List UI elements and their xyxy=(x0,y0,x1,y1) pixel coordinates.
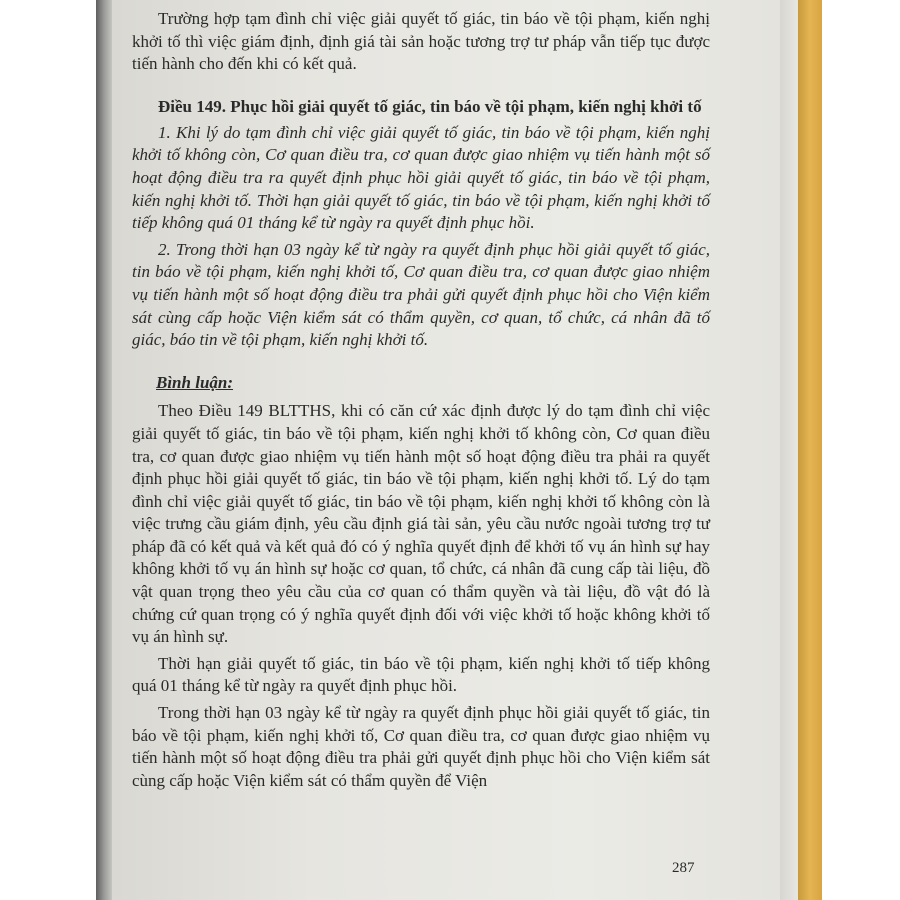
intro-paragraph: Trường hợp tạm đình chỉ việc giải quyết tố giác, tin báo về tội phạm, kiến nghị khởi tố thì việc giám định, định giá tài sản hoặc tương trợ tư pháp vẫn tiếp tục được tiến hành cho đến khi có kết quả. xyxy=(132,9,710,74)
page-text xyxy=(132,8,710,792)
article-clause-1: 1. Khi lý do tạm đình chỉ việc giải quyết tố giác, tin báo về tội phạm, kiến nghị khởi tố không còn, Cơ quan điều tra, cơ quan được giao nhiệm vụ tiến hành một số hoạt động điều tra ra quyết định phục hồi giải quyết tố giác, tin báo về tội phạm, kiến nghị khởi tố. Thời hạn giải quyết tố giác, tin báo về tội phạm, kiến nghị khởi tố tiếp không quá 01 tháng kể từ ngày ra quyết định phục hồi. xyxy=(132,122,710,233)
page-number: 287 xyxy=(672,860,695,876)
book-cover-edge xyxy=(798,0,822,900)
article-clause-2: 2. Trong thời hạn 03 ngày kể từ ngày ra quyết định phục hồi giải quyết tố giác, tin báo về tội phạm, kiến nghị khởi tố, Cơ quan điều tra, cơ quan được giao nhiệm vụ tiến hành một số hoạt động điều tra phải gửi quyết định phục hồi cho Viện kiểm sát cùng cấp hoặc Viện kiểm sát có thẩm quyền, cơ quan, tổ chức, cá nhân đã tố giác, báo tin về tội phạm, kiến nghị khởi tố. xyxy=(132,239,710,350)
article-heading: Điều 149. Phục hồi giải quyết tố giác, tin báo về tội phạm, kiến nghị khởi tố xyxy=(158,96,702,116)
commentary-paragraph-2: Thời hạn giải quyết tố giác, tin báo về tội phạm, kiến nghị khởi tố tiếp không quá 01 tháng kể từ ngày ra quyết định phục hồi. xyxy=(132,653,710,696)
commentary-paragraph-1: Theo Điều 149 BLTTHS, khi có căn cứ xác định được lý do tạm đình chỉ việc giải quyết tố giác, tin báo về tội phạm, kiến nghị khởi tố không còn, Cơ quan điều tra, cơ quan được giao nhiệm vụ tiến hành một số hoạt động điều tra phải ra quyết định phục hồi giải quyết tố giác, tin báo về tội phạm, kiến nghị khởi tố. Lý do tạm đình chỉ việc giải quyết tố giác, tin báo về tội phạm, kiến nghị khởi tố không còn là việc trưng cầu giám định, yêu cầu định giá tài sản, yêu cầu nước ngoài tương trợ tư pháp đã có kết quả và kết quả đó có ý nghĩa quyết định để khởi tố vụ án hình sự hay không khởi tố vụ án hình sự hoặc cơ quan, tổ chức, cá nhân đã cung cấp tài liệu, đồ vật quan trọng theo yêu cầu của cơ quan có thẩm quyền và tài liệu, đồ vật đó là chứng cứ quan trọng có ý nghĩa quyết định đối với việc khởi tố hoặc không khởi tố vụ án hình sự. xyxy=(132,401,710,647)
commentary-paragraph-3: Trong thời hạn 03 ngày kể từ ngày ra quyết định phục hồi giải quyết tố giác, tin báo về tội phạm, kiến nghị khởi tố, Cơ quan điều tra, cơ quan được giao nhiệm vụ tiến hành một số hoạt động điều tra phải gửi quyết định phục hồi cho Viện kiểm sát cùng cấp hoặc Viện kiểm sát có thẩm quyền để Viện xyxy=(132,703,710,790)
commentary-title: Bình luận: xyxy=(156,372,234,392)
background-right xyxy=(822,0,900,900)
background-left xyxy=(0,0,100,900)
